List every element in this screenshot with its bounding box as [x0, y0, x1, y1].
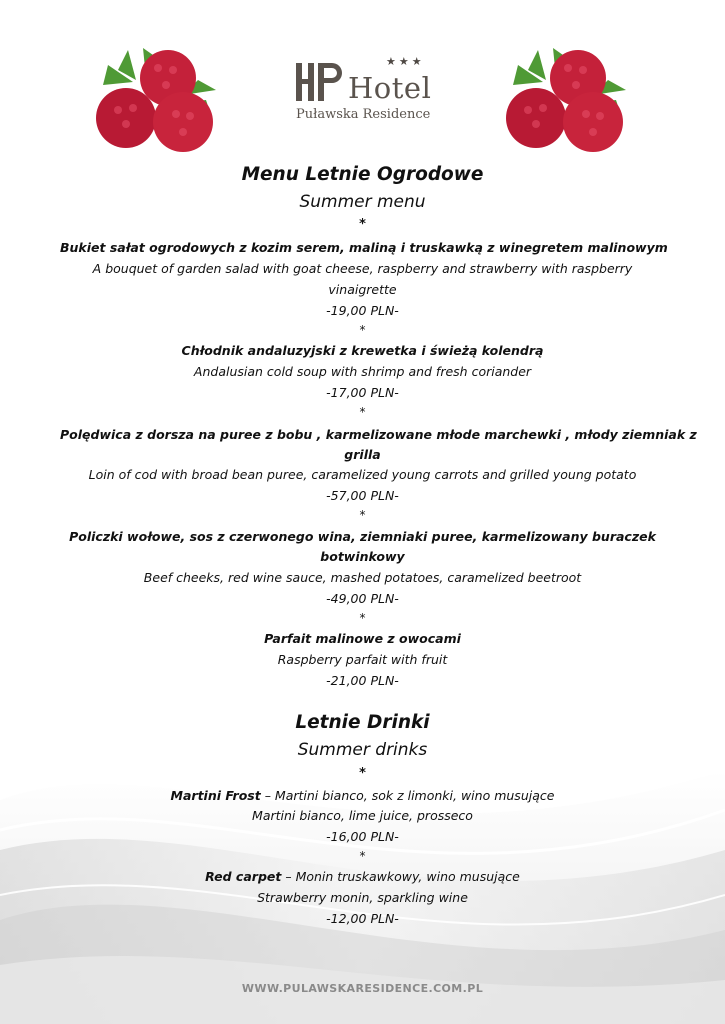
drinks-title: Letnie Drinki: [295, 712, 430, 733]
drink-price: -16,00 PLN-: [326, 829, 399, 844]
separator: *: [359, 508, 366, 522]
hotel-subtitle: Puławska Residence: [296, 107, 431, 122]
hotel-name: Hotel: [348, 71, 432, 105]
drink-name: Red carpet: [205, 869, 282, 884]
dish-name: Policzki wołowe, sos z czerwonego wina, ziemniaki puree, karmelizowany buraczek: [69, 529, 656, 544]
dish-description: Beef cheeks, red wine sauce, mashed potatoes, caramelized beetroot: [143, 570, 582, 585]
dish-price: -19,00 PLN-: [326, 303, 399, 318]
hotel-stars: ★★★: [386, 55, 425, 68]
raspberry-icon: [88, 40, 223, 160]
dish-price: -57,00 PLN-: [326, 488, 399, 503]
hotel-logo: [294, 55, 434, 127]
dish-description: Raspberry parfait with fruit: [277, 652, 448, 667]
separator: *: [359, 405, 366, 419]
dish-description: Loin of cod with broad bean puree, caramelized young carrots and grilled young potato: [88, 467, 637, 482]
drink-dash: –: [260, 788, 275, 803]
drink-price: -12,00 PLN-: [326, 911, 399, 926]
dish-name: Polędwica z dorsza na puree z bobu , karmelizowane młode marchewki , młody ziemniak z: [60, 427, 697, 442]
dish-price: -17,00 PLN-: [326, 385, 399, 400]
drink-dash: –: [281, 869, 296, 884]
dish-description: vinaigrette: [328, 282, 397, 297]
drink-line: [60, 867, 665, 887]
dish-description: A bouquet of garden salad with goat cheese, raspberry and strawberry with raspberry: [92, 261, 633, 276]
separator: *: [359, 766, 366, 781]
menu-subtitle: Summer menu: [299, 192, 426, 212]
separator: *: [359, 849, 366, 863]
separator: *: [359, 323, 366, 337]
dish-name: grilla: [344, 447, 381, 462]
drink-ingredients: Monin truskawkowy, wino musujące: [295, 869, 520, 884]
drinks-subtitle: Summer drinks: [297, 740, 428, 760]
drink-description: Strawberry monin, sparkling wine: [257, 890, 468, 905]
drink-description: Martini bianco, lime juice, prosseco: [252, 808, 473, 823]
hp-logo-icon: [294, 59, 344, 103]
dish-price: -49,00 PLN-: [326, 591, 399, 606]
dish-name: Bukiet sałat ogrodowych z kozim serem, maliną i truskawką z winegretem malinowym: [60, 240, 668, 255]
raspberry-icon: [498, 40, 633, 160]
separator: *: [359, 217, 366, 232]
drink-name: Martini Frost: [170, 788, 261, 803]
drink-ingredients: Martini bianco, sok z limonki, wino musujące: [274, 788, 555, 803]
dish-price: -21,00 PLN-: [326, 673, 399, 688]
dish-name: botwinkowy: [320, 549, 405, 564]
menu-title: Menu Letnie Ogrodowe: [241, 164, 484, 185]
dish-name: Parfait malinowe z owocami: [264, 631, 461, 646]
dish-description: Andalusian cold soup with shrimp and fresh coriander: [193, 364, 532, 379]
dish-name: Chłodnik andaluzyjski z krewetka i świeżą kolendrą: [181, 343, 544, 358]
drink-line: [60, 786, 665, 806]
separator: *: [359, 611, 366, 625]
website-link[interactable]: WWW.PULAWSKARESIDENCE.COM.PL: [241, 982, 484, 995]
